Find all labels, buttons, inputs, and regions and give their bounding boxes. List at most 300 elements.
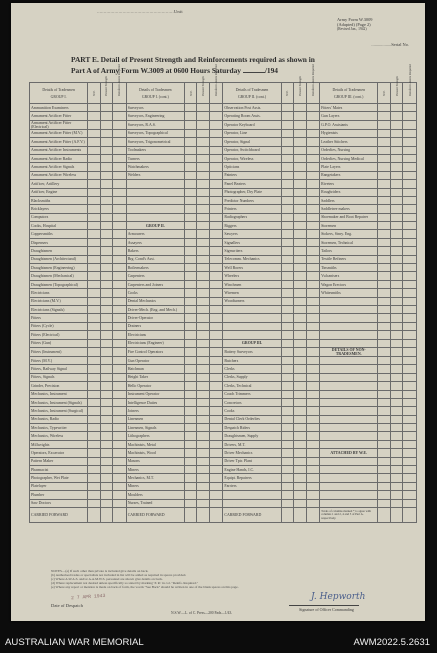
count-cell[interactable]	[378, 188, 390, 196]
count-cell[interactable]	[390, 146, 402, 154]
count-cell[interactable]	[209, 213, 223, 221]
count-cell[interactable]	[281, 331, 293, 339]
count-cell[interactable]	[390, 331, 402, 339]
count-cell[interactable]	[197, 120, 209, 129]
count-cell[interactable]	[378, 230, 390, 238]
count-cell[interactable]	[294, 457, 306, 465]
count-cell[interactable]	[378, 356, 390, 364]
count-cell[interactable]	[378, 205, 390, 213]
count-cell[interactable]	[184, 305, 196, 313]
count-cell[interactable]	[294, 205, 306, 213]
count-cell[interactable]	[306, 146, 320, 154]
count-cell[interactable]	[184, 491, 196, 499]
count-cell[interactable]	[184, 449, 196, 457]
count-cell[interactable]	[209, 424, 223, 432]
count-cell[interactable]	[197, 154, 209, 162]
count-cell[interactable]	[88, 171, 100, 179]
count-cell[interactable]	[378, 499, 390, 507]
count-cell[interactable]	[100, 457, 112, 465]
count-cell[interactable]	[378, 120, 390, 129]
count-cell[interactable]	[306, 347, 320, 356]
count-cell[interactable]	[281, 373, 293, 381]
count-cell[interactable]	[184, 180, 196, 188]
count-cell[interactable]	[390, 449, 402, 457]
count-cell[interactable]	[306, 499, 320, 507]
count-cell[interactable]	[209, 264, 223, 272]
count-cell[interactable]	[184, 171, 196, 179]
count-cell[interactable]	[378, 322, 390, 330]
count-cell[interactable]	[378, 382, 390, 390]
count-cell[interactable]	[390, 104, 402, 112]
count-cell[interactable]	[184, 331, 196, 339]
count-cell[interactable]	[390, 373, 402, 381]
count-cell[interactable]	[209, 146, 223, 154]
count-cell[interactable]	[281, 347, 293, 356]
count-cell[interactable]	[294, 171, 306, 179]
count-cell[interactable]	[390, 138, 402, 146]
count-cell[interactable]	[197, 297, 209, 305]
count-cell[interactable]	[88, 163, 100, 171]
count-cell[interactable]	[281, 424, 293, 432]
count-cell[interactable]	[403, 305, 417, 313]
count-cell[interactable]	[390, 280, 402, 288]
count-cell[interactable]	[113, 196, 127, 204]
count-cell[interactable]	[403, 255, 417, 263]
count-cell[interactable]	[294, 272, 306, 280]
count-cell[interactable]	[294, 491, 306, 499]
count-cell[interactable]	[281, 163, 293, 171]
count-cell[interactable]	[113, 112, 127, 120]
count-cell[interactable]	[378, 138, 390, 146]
count-cell[interactable]	[403, 280, 417, 288]
total-cell[interactable]	[378, 507, 390, 522]
count-cell[interactable]	[390, 230, 402, 238]
count-cell[interactable]	[100, 398, 112, 406]
count-cell[interactable]	[294, 247, 306, 255]
count-cell[interactable]	[306, 449, 320, 457]
count-cell[interactable]	[390, 499, 402, 507]
count-cell[interactable]	[378, 154, 390, 162]
count-cell[interactable]	[113, 347, 127, 356]
count-cell[interactable]	[281, 238, 293, 246]
count-cell[interactable]	[113, 424, 127, 432]
count-cell[interactable]	[113, 213, 127, 221]
count-cell[interactable]	[390, 112, 402, 120]
count-cell[interactable]	[184, 415, 196, 423]
count-cell[interactable]	[184, 398, 196, 406]
count-cell[interactable]	[100, 230, 112, 238]
count-cell[interactable]	[390, 305, 402, 313]
count-cell[interactable]	[184, 474, 196, 482]
count-cell[interactable]	[209, 356, 223, 364]
count-cell[interactable]	[390, 205, 402, 213]
count-cell[interactable]	[88, 322, 100, 330]
count-cell[interactable]	[378, 104, 390, 112]
count-cell[interactable]	[184, 196, 196, 204]
count-cell[interactable]	[88, 449, 100, 457]
count-cell[interactable]	[197, 247, 209, 255]
count-cell[interactable]	[88, 154, 100, 162]
count-cell[interactable]	[184, 499, 196, 507]
count-cell[interactable]	[306, 289, 320, 297]
count-cell[interactable]	[113, 163, 127, 171]
count-cell[interactable]	[294, 390, 306, 398]
count-cell[interactable]	[294, 347, 306, 356]
count-cell[interactable]	[197, 407, 209, 415]
count-cell[interactable]	[294, 305, 306, 313]
count-cell[interactable]	[184, 205, 196, 213]
count-cell[interactable]	[197, 365, 209, 373]
count-cell[interactable]	[197, 440, 209, 448]
count-cell[interactable]	[281, 449, 293, 457]
count-cell[interactable]	[294, 382, 306, 390]
count-cell[interactable]	[209, 440, 223, 448]
count-cell[interactable]	[294, 120, 306, 129]
count-cell[interactable]	[184, 424, 196, 432]
count-cell[interactable]	[294, 449, 306, 457]
count-cell[interactable]	[100, 289, 112, 297]
count-cell[interactable]	[378, 424, 390, 432]
count-cell[interactable]	[88, 112, 100, 120]
count-cell[interactable]	[281, 180, 293, 188]
count-cell[interactable]	[100, 415, 112, 423]
count-cell[interactable]	[100, 424, 112, 432]
count-cell[interactable]	[281, 466, 293, 474]
count-cell[interactable]	[294, 339, 306, 347]
count-cell[interactable]	[113, 432, 127, 440]
count-cell[interactable]	[184, 129, 196, 137]
count-cell[interactable]	[113, 398, 127, 406]
count-cell[interactable]	[390, 297, 402, 305]
count-cell[interactable]	[281, 264, 293, 272]
count-cell[interactable]	[113, 482, 127, 490]
count-cell[interactable]	[184, 347, 196, 356]
count-cell[interactable]	[390, 382, 402, 390]
count-cell[interactable]	[184, 120, 196, 129]
count-cell[interactable]	[281, 499, 293, 507]
count-cell[interactable]	[209, 163, 223, 171]
count-cell[interactable]	[294, 314, 306, 322]
count-cell[interactable]	[378, 163, 390, 171]
count-cell[interactable]	[100, 365, 112, 373]
count-cell[interactable]	[197, 322, 209, 330]
count-cell[interactable]	[113, 449, 127, 457]
count-cell[interactable]	[113, 272, 127, 280]
count-cell[interactable]	[100, 356, 112, 364]
count-cell[interactable]	[403, 314, 417, 322]
count-cell[interactable]	[403, 163, 417, 171]
count-cell[interactable]	[390, 247, 402, 255]
count-cell[interactable]	[378, 449, 390, 457]
count-cell[interactable]	[113, 474, 127, 482]
count-cell[interactable]	[281, 314, 293, 322]
count-cell[interactable]	[100, 466, 112, 474]
count-cell[interactable]	[197, 205, 209, 213]
count-cell[interactable]	[197, 331, 209, 339]
count-cell[interactable]	[306, 230, 320, 238]
count-cell[interactable]	[100, 255, 112, 263]
count-cell[interactable]	[100, 280, 112, 288]
count-cell[interactable]	[403, 449, 417, 457]
count-cell[interactable]	[294, 365, 306, 373]
count-cell[interactable]	[281, 322, 293, 330]
count-cell[interactable]	[100, 247, 112, 255]
count-cell[interactable]	[306, 474, 320, 482]
count-cell[interactable]	[113, 255, 127, 263]
count-cell[interactable]	[378, 331, 390, 339]
count-cell[interactable]	[209, 331, 223, 339]
count-cell[interactable]	[281, 196, 293, 204]
count-cell[interactable]	[378, 264, 390, 272]
count-cell[interactable]	[184, 297, 196, 305]
count-cell[interactable]	[306, 120, 320, 129]
count-cell[interactable]	[294, 424, 306, 432]
count-cell[interactable]	[88, 457, 100, 465]
count-cell[interactable]	[88, 499, 100, 507]
count-cell[interactable]	[209, 432, 223, 440]
count-cell[interactable]	[281, 104, 293, 112]
count-cell[interactable]	[113, 205, 127, 213]
count-cell[interactable]	[113, 297, 127, 305]
count-cell[interactable]	[306, 382, 320, 390]
count-cell[interactable]	[281, 188, 293, 196]
count-cell[interactable]	[294, 180, 306, 188]
count-cell[interactable]	[184, 272, 196, 280]
count-cell[interactable]	[197, 222, 209, 230]
count-cell[interactable]	[294, 188, 306, 196]
count-cell[interactable]	[88, 482, 100, 490]
count-cell[interactable]	[209, 457, 223, 465]
count-cell[interactable]	[113, 440, 127, 448]
count-cell[interactable]	[100, 482, 112, 490]
count-cell[interactable]	[197, 146, 209, 154]
count-cell[interactable]	[113, 120, 127, 129]
count-cell[interactable]	[209, 322, 223, 330]
count-cell[interactable]	[113, 322, 127, 330]
count-cell[interactable]	[306, 196, 320, 204]
count-cell[interactable]	[403, 104, 417, 112]
count-cell[interactable]	[88, 120, 100, 129]
count-cell[interactable]	[281, 356, 293, 364]
count-cell[interactable]	[100, 449, 112, 457]
count-cell[interactable]	[403, 415, 417, 423]
count-cell[interactable]	[184, 138, 196, 146]
count-cell[interactable]	[113, 314, 127, 322]
count-cell[interactable]	[88, 407, 100, 415]
count-cell[interactable]	[209, 398, 223, 406]
count-cell[interactable]	[209, 205, 223, 213]
count-cell[interactable]	[306, 280, 320, 288]
count-cell[interactable]	[281, 272, 293, 280]
count-cell[interactable]	[113, 188, 127, 196]
count-cell[interactable]	[294, 432, 306, 440]
count-cell[interactable]	[390, 163, 402, 171]
count-cell[interactable]	[113, 373, 127, 381]
count-cell[interactable]	[378, 180, 390, 188]
count-cell[interactable]	[88, 205, 100, 213]
count-cell[interactable]	[281, 457, 293, 465]
count-cell[interactable]	[281, 222, 293, 230]
count-cell[interactable]	[294, 482, 306, 490]
count-cell[interactable]	[294, 499, 306, 507]
count-cell[interactable]	[100, 347, 112, 356]
count-cell[interactable]	[390, 238, 402, 246]
count-cell[interactable]	[209, 289, 223, 297]
count-cell[interactable]	[113, 356, 127, 364]
count-cell[interactable]	[306, 205, 320, 213]
count-cell[interactable]	[197, 382, 209, 390]
count-cell[interactable]	[403, 171, 417, 179]
count-cell[interactable]	[113, 222, 127, 230]
count-cell[interactable]	[281, 432, 293, 440]
count-cell[interactable]	[294, 297, 306, 305]
count-cell[interactable]	[197, 280, 209, 288]
count-cell[interactable]	[113, 499, 127, 507]
count-cell[interactable]	[390, 440, 402, 448]
count-cell[interactable]	[306, 373, 320, 381]
count-cell[interactable]	[306, 222, 320, 230]
count-cell[interactable]	[281, 305, 293, 313]
count-cell[interactable]	[184, 482, 196, 490]
count-cell[interactable]	[306, 356, 320, 364]
count-cell[interactable]	[184, 280, 196, 288]
count-cell[interactable]	[390, 213, 402, 221]
total-cell[interactable]	[390, 507, 402, 522]
count-cell[interactable]	[378, 222, 390, 230]
count-cell[interactable]	[88, 390, 100, 398]
count-cell[interactable]	[378, 466, 390, 474]
count-cell[interactable]	[113, 129, 127, 137]
count-cell[interactable]	[281, 289, 293, 297]
count-cell[interactable]	[100, 339, 112, 347]
count-cell[interactable]	[306, 365, 320, 373]
count-cell[interactable]	[306, 482, 320, 490]
count-cell[interactable]	[197, 163, 209, 171]
count-cell[interactable]	[390, 356, 402, 364]
count-cell[interactable]	[281, 297, 293, 305]
count-cell[interactable]	[100, 205, 112, 213]
count-cell[interactable]	[100, 499, 112, 507]
count-cell[interactable]	[378, 314, 390, 322]
count-cell[interactable]	[378, 398, 390, 406]
count-cell[interactable]	[184, 247, 196, 255]
count-cell[interactable]	[378, 491, 390, 499]
count-cell[interactable]	[197, 188, 209, 196]
count-cell[interactable]	[197, 238, 209, 246]
count-cell[interactable]	[294, 322, 306, 330]
count-cell[interactable]	[281, 247, 293, 255]
count-cell[interactable]	[281, 390, 293, 398]
count-cell[interactable]	[100, 272, 112, 280]
count-cell[interactable]	[197, 356, 209, 364]
count-cell[interactable]	[403, 339, 417, 347]
count-cell[interactable]	[390, 424, 402, 432]
count-cell[interactable]	[390, 264, 402, 272]
count-cell[interactable]	[88, 347, 100, 356]
count-cell[interactable]	[88, 305, 100, 313]
count-cell[interactable]	[403, 331, 417, 339]
count-cell[interactable]	[306, 171, 320, 179]
count-cell[interactable]	[403, 222, 417, 230]
count-cell[interactable]	[378, 390, 390, 398]
count-cell[interactable]	[306, 180, 320, 188]
count-cell[interactable]	[100, 104, 112, 112]
count-cell[interactable]	[306, 407, 320, 415]
count-cell[interactable]	[403, 112, 417, 120]
count-cell[interactable]	[281, 120, 293, 129]
count-cell[interactable]	[403, 356, 417, 364]
count-cell[interactable]	[197, 474, 209, 482]
count-cell[interactable]	[209, 382, 223, 390]
count-cell[interactable]	[378, 373, 390, 381]
count-cell[interactable]	[294, 407, 306, 415]
count-cell[interactable]	[113, 230, 127, 238]
count-cell[interactable]	[281, 365, 293, 373]
count-cell[interactable]	[209, 222, 223, 230]
count-cell[interactable]	[209, 407, 223, 415]
count-cell[interactable]	[294, 356, 306, 364]
count-cell[interactable]	[306, 390, 320, 398]
count-cell[interactable]	[100, 196, 112, 204]
count-cell[interactable]	[390, 171, 402, 179]
total-cell[interactable]	[88, 507, 100, 522]
count-cell[interactable]	[306, 104, 320, 112]
count-cell[interactable]	[294, 415, 306, 423]
count-cell[interactable]	[390, 188, 402, 196]
count-cell[interactable]	[306, 415, 320, 423]
count-cell[interactable]	[281, 146, 293, 154]
count-cell[interactable]	[100, 322, 112, 330]
count-cell[interactable]	[378, 365, 390, 373]
count-cell[interactable]	[378, 129, 390, 137]
count-cell[interactable]	[184, 188, 196, 196]
count-cell[interactable]	[403, 247, 417, 255]
count-cell[interactable]	[197, 272, 209, 280]
count-cell[interactable]	[184, 440, 196, 448]
count-cell[interactable]	[184, 390, 196, 398]
count-cell[interactable]	[88, 222, 100, 230]
count-cell[interactable]	[294, 129, 306, 137]
count-cell[interactable]	[281, 205, 293, 213]
count-cell[interactable]	[88, 289, 100, 297]
count-cell[interactable]	[306, 255, 320, 263]
count-cell[interactable]	[113, 171, 127, 179]
count-cell[interactable]	[390, 154, 402, 162]
count-cell[interactable]	[403, 230, 417, 238]
count-cell[interactable]	[209, 171, 223, 179]
count-cell[interactable]	[184, 457, 196, 465]
count-cell[interactable]	[390, 457, 402, 465]
count-cell[interactable]	[113, 339, 127, 347]
count-cell[interactable]	[294, 196, 306, 204]
count-cell[interactable]	[378, 457, 390, 465]
count-cell[interactable]	[403, 180, 417, 188]
count-cell[interactable]	[113, 382, 127, 390]
count-cell[interactable]	[113, 390, 127, 398]
count-cell[interactable]	[281, 129, 293, 137]
count-cell[interactable]	[294, 373, 306, 381]
count-cell[interactable]	[100, 474, 112, 482]
count-cell[interactable]	[306, 440, 320, 448]
count-cell[interactable]	[294, 213, 306, 221]
count-cell[interactable]	[390, 398, 402, 406]
count-cell[interactable]	[281, 491, 293, 499]
count-cell[interactable]	[209, 365, 223, 373]
count-cell[interactable]	[88, 138, 100, 146]
count-cell[interactable]	[197, 339, 209, 347]
count-cell[interactable]	[294, 280, 306, 288]
count-cell[interactable]	[113, 407, 127, 415]
